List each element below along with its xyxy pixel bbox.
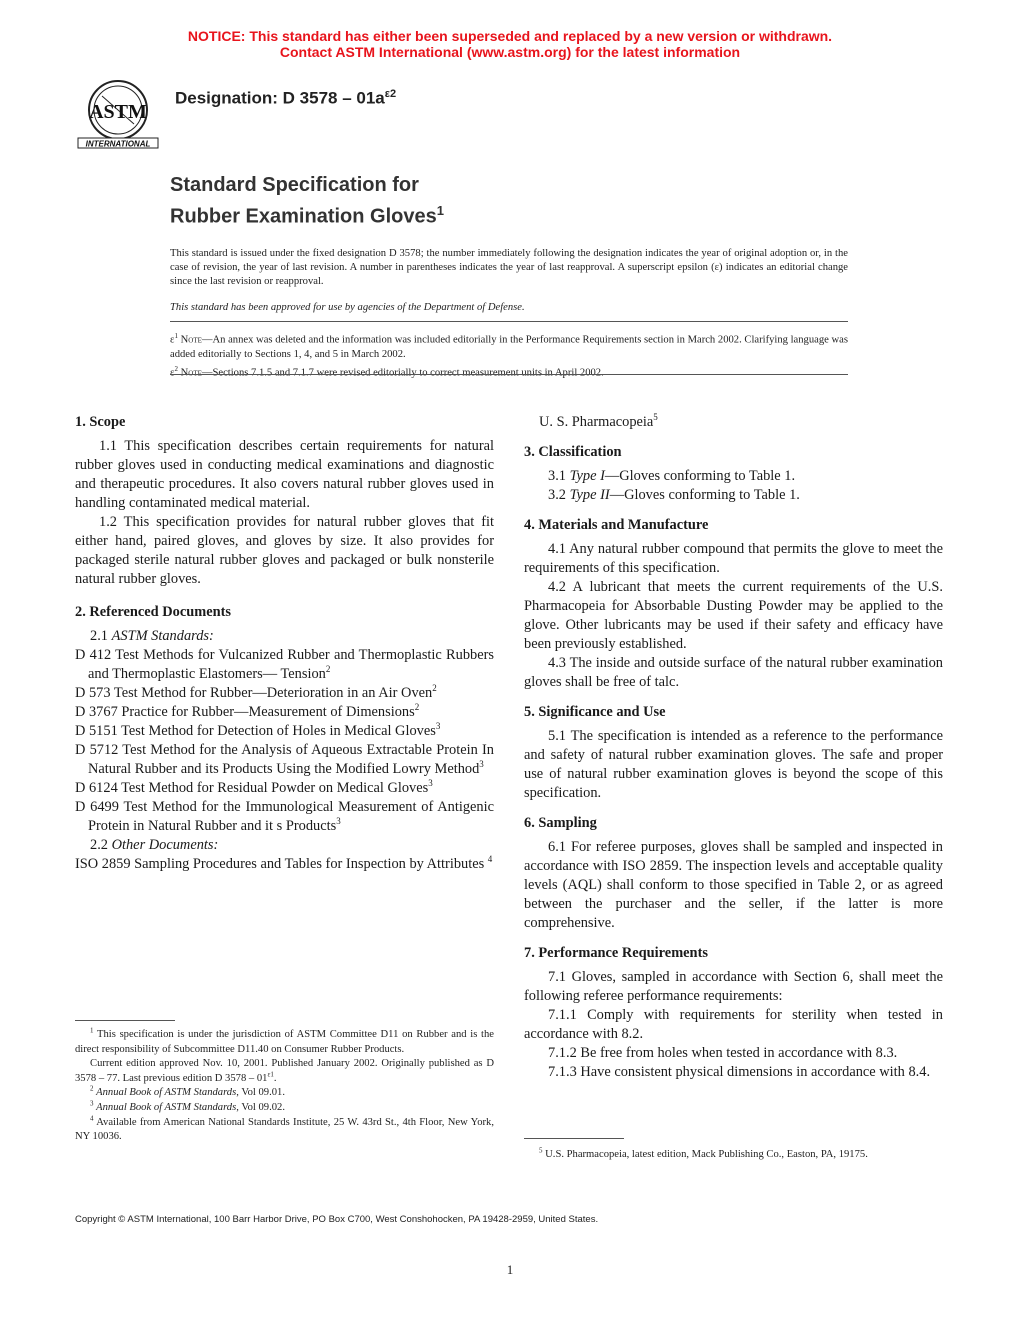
reference-usp-sup: 5 — [653, 412, 658, 423]
section-2-heading: 2. Referenced Documents — [75, 604, 231, 620]
para-4-1: 4.1 Any natural rubber compound that permits the glove to meet the requirements of this specification. — [524, 541, 943, 576]
note-e2-sup: 2 — [174, 364, 178, 373]
reference-usp-text: U. S. Pharmacopeia — [539, 414, 654, 430]
para-1-1: 1.1 This specification describes certain requirements for natural rubber gloves used in conducting medical examinations and diagnostic and therapeutic procedures. It also covers natural rubber gloves used in handling contaminated medical material. — [75, 438, 494, 511]
reference-item — [75, 741, 494, 779]
footnote-2-mark: 2 — [90, 1084, 94, 1093]
note-e2 — [170, 362, 848, 381]
reference-text: D 6124 Test Method for Residual Powder on Medical Gloves — [75, 780, 429, 796]
designation-sup: ε2 — [384, 88, 397, 100]
para-7-1-1: 7.1.1 Comply with requirements for sterility when tested in accordance with 8.2. — [524, 1007, 943, 1042]
reference-sup: 2 — [325, 664, 331, 675]
para-2-1-label: ASTM Standards: — [111, 628, 214, 644]
section-6-heading: 6. Sampling — [524, 815, 597, 831]
dod-approval: This standard has been approved for use by agencies of the Department of Defense. — [170, 302, 525, 313]
footnote-1-mark: 1 — [90, 1026, 94, 1035]
reference-item — [75, 646, 494, 684]
para-4-2: 4.2 A lubricant that meets the current requirements of the U.S. Pharmacopeia for Absorbable Dusting Powder may be applied to the glove. Other lubricants may be used if their safety and efficacy have been previously established. — [524, 579, 943, 652]
footnote-1-edition-end: . — [273, 1072, 277, 1084]
footnote-2-text: , Vol 09.01. — [236, 1087, 285, 1099]
note-e1-mark: ε — [170, 334, 175, 346]
para-5-1: 5.1 The specification is intended as a reference to the performance and safety of natural rubber examination gloves. The safe and proper use of natural rubber examination gloves is beyond the scope of this specification. — [524, 728, 943, 801]
section-3-heading: 3. Classification — [524, 444, 622, 460]
para-3-2-text: —Gloves conforming to Table 1. — [609, 487, 800, 503]
para-3-1 — [524, 467, 943, 486]
astm-logo — [76, 78, 160, 150]
issue-note: This standard is issued under the fixed designation D 3578; the number immediately following the designation indicates the year of original adoption or, in the case of revision, the year of last revision. A number in parentheses indicates the year of last reapproval. A superscript epsilon (ε) indicates an editorial change since the last revision or reapproval. — [170, 248, 848, 287]
section-5-heading: 5. Significance and Use — [524, 704, 666, 720]
footnote-4 — [75, 1116, 494, 1145]
footnote-4-text: Available from American National Standards Institute, 25 W. 43rd St., 4th Floor, New York, NY 10036. — [75, 1116, 494, 1143]
reference-usp — [524, 413, 943, 432]
footnote-divider — [75, 1020, 175, 1021]
note-e2-text: —Sections 7.1.5 and 7.1.7 were revised editorially to correct measurement units in April 2002. — [201, 367, 604, 379]
reference-sup: 2 — [414, 702, 420, 713]
footnote-divider — [524, 1138, 624, 1139]
footnote-4-mark: 4 — [90, 1114, 94, 1123]
note-e1 — [170, 329, 848, 362]
para-2-2-num: 2.2 — [90, 837, 112, 853]
left-column — [75, 413, 494, 874]
footnote-1-edition-text: Current edition approved Nov. 10, 2001. Published January 2002. Originally published as D 3578 – 77. Last previous edition D 3578 – 01 — [75, 1058, 494, 1084]
footnote-5-text: U.S. Pharmacopeia, latest edition, Mack Publishing Co., Easton, PA, 19175. — [542, 1149, 868, 1160]
note-e1-label: Note — [180, 334, 202, 346]
footnote-5 — [524, 1148, 943, 1163]
reference-iso-sup: 4 — [487, 854, 493, 865]
section-7-heading: 7. Performance Requirements — [524, 945, 708, 961]
note-e1-sup: 1 — [174, 332, 178, 340]
divider — [170, 321, 848, 322]
reference-iso-text: ISO 2859 Sampling Procedures and Tables for Inspection by Attributes — [75, 856, 488, 872]
footnote-1-text: This specification is under the jurisdiction of ASTM Committee D11 on Rubber and is the direct responsibility of Subcommittee D11.40 on Consumer Rubber Products. — [75, 1029, 494, 1055]
para-3-1-num: 3.1 — [548, 468, 570, 484]
designation — [175, 88, 396, 109]
reference-text: D 6499 Test Method for the Immunological Measurement of Antigenic Protein in Natural Rubber and it s Products — [75, 799, 494, 834]
note-e1-text: —An annex was deleted and the information was included editorially in the Performance Requirements section in March 2002. Clarifying language was added editorially to Sections 1, 4, and 5 in March 2002. — [170, 334, 848, 360]
title-line-2 — [170, 198, 444, 230]
note-e2-mark: ε — [170, 367, 175, 379]
para-1-2: 1.2 This specification provides for natural rubber gloves that fit either hand, paired gloves, and gloves by size. It also provides for packaged sterile natural rubber gloves and packaged or bulk nonsterile natural rubber gloves. — [75, 514, 494, 587]
para-3-1-text: —Gloves conforming to Table 1. — [604, 468, 796, 484]
para-2-1 — [75, 627, 494, 646]
reference-sup: 3 — [435, 721, 441, 732]
page-number: 1 — [506, 1262, 514, 1277]
notice-line-2: Contact ASTM International (www.astm.org) for the latest information — [279, 44, 741, 60]
editorial-notes — [170, 329, 848, 380]
para-4-3: 4.3 The inside and outside surface of the natural rubber examination gloves shall be free of talc. — [524, 655, 943, 690]
footnote-3-text: , Vol 09.02. — [236, 1101, 285, 1113]
reference-sup: 3 — [428, 778, 433, 789]
reference-item — [75, 798, 494, 836]
reference-text: D 412 Test Methods for Vulcanized Rubber and Thermoplastic Rubbers and Thermoplastic Elastomers— Tension — [75, 647, 494, 682]
document-title — [170, 173, 444, 230]
notice-line-1: NOTICE: This standard has either been superseded and replaced by a new version or withdrawn. — [187, 28, 833, 44]
reference-iso — [75, 855, 494, 874]
reference-text: D 5151 Test Method for Detection of Holes in Medical Gloves — [75, 723, 436, 739]
section-1-heading: 1. Scope — [75, 414, 126, 430]
para-6-1: 6.1 For referee purposes, gloves shall be sampled and inspected in accordance with ISO 2859. The inspection levels and acceptable quality levels (AQL) shall conform to those specified in Table 2, or as agreed between the purchaser and the seller, if the latter is more comprehensive. — [524, 839, 943, 931]
para-2-2 — [75, 836, 494, 855]
divider — [170, 374, 848, 375]
reference-item — [75, 684, 494, 703]
footnote-5-mark: 5 — [539, 1146, 543, 1155]
footnote-1-edition-sup: ε1 — [267, 1070, 274, 1079]
note-e2-label: Note — [180, 367, 202, 379]
para-3-2-num: 3.2 — [548, 487, 570, 503]
reference-item — [75, 722, 494, 741]
right-column — [524, 413, 943, 1082]
reference-text: D 573 Test Method for Rubber—Deterioration in an Air Oven — [75, 685, 433, 701]
para-7-1: 7.1 Gloves, sampled in accordance with Section 6, shall meet the following referee performance requirements: — [524, 969, 943, 1004]
reference-item — [75, 703, 494, 722]
section-4-heading: 4. Materials and Manufacture — [524, 517, 709, 533]
para-3-1-type: Type I — [569, 468, 605, 484]
footnote-1 — [75, 1028, 494, 1057]
para-7-1-2: 7.1.2 Be free from holes when tested in accordance with 8.3. — [548, 1045, 898, 1061]
reference-sup: 2 — [432, 683, 437, 694]
reference-text: D 3767 Practice for Rubber—Measurement of Dimensions — [75, 704, 415, 720]
reference-text: D 5712 Test Method for the Analysis of Aqueous Extractable Protein In Natural Rubber and its Products Using the Modified Lowry Method — [75, 742, 494, 777]
footnote-2 — [75, 1086, 494, 1101]
footnote-3-mark: 3 — [90, 1099, 94, 1108]
para-2-1-num: 2.1 — [90, 628, 112, 644]
designation-text: Designation: D 3578 – 01a — [175, 88, 385, 108]
footnote-1-edition — [75, 1057, 494, 1086]
reference-list — [75, 646, 494, 836]
logo-text: ASTM — [89, 101, 147, 123]
footnotes-left — [75, 1028, 494, 1145]
copyright: Copyright © ASTM International, 100 Barr Harbor Drive, PO Box C700, West Conshohocken, PA 19428-2959, United States. — [75, 1214, 599, 1225]
footnotes-right — [524, 1148, 943, 1163]
logo-subtext: INTERNATIONAL — [85, 139, 151, 149]
reference-item — [75, 779, 494, 798]
footnote-3-title: Annual Book of ASTM Standards — [96, 1101, 237, 1113]
footnote-2-title: Annual Book of ASTM Standards — [96, 1087, 237, 1099]
footnote-3 — [75, 1101, 494, 1116]
reference-sup: 3 — [336, 816, 341, 827]
title-line-1: Standard Specification for — [170, 174, 419, 196]
reference-sup: 3 — [479, 759, 484, 770]
para-2-2-label: Other Documents: — [111, 837, 219, 853]
para-3-2-type: Type II — [569, 487, 610, 503]
para-7-1-3: 7.1.3 Have consistent physical dimensions in accordance with 8.4. — [548, 1064, 931, 1080]
title-line-2-text: Rubber Examination Gloves — [170, 205, 437, 228]
para-3-2 — [524, 486, 943, 505]
title-footnote-ref: 1 — [436, 203, 444, 218]
